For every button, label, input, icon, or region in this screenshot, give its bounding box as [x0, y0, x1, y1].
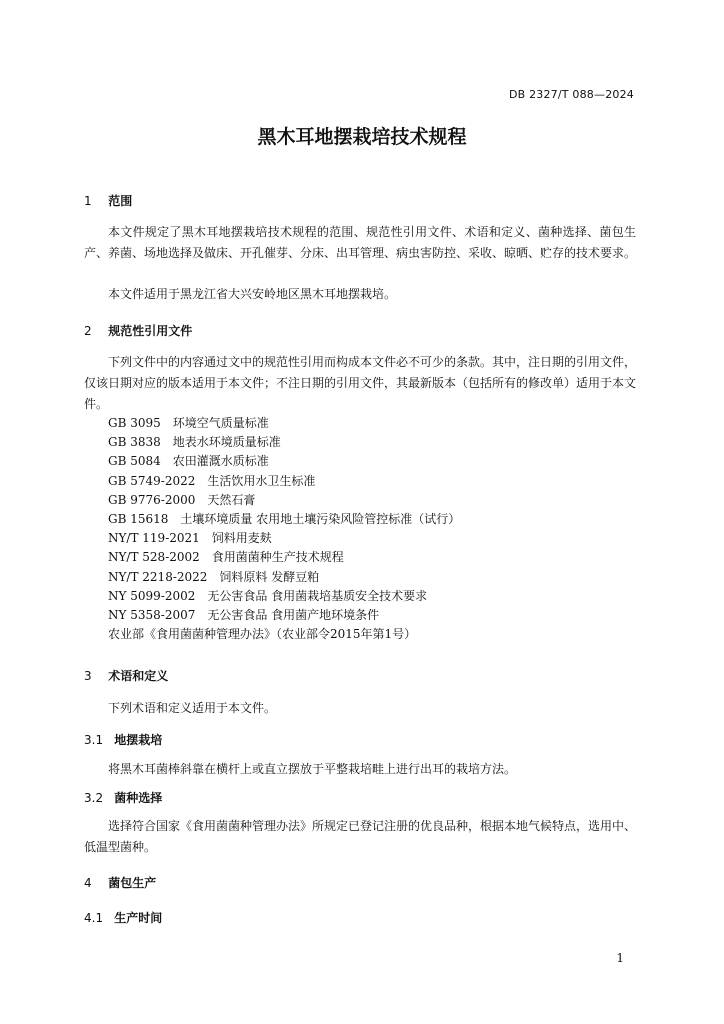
section-number: 2 [84, 324, 92, 338]
section-number: 3.1 [84, 733, 104, 747]
reference-item: GB 9776-2000 天然石膏 [108, 492, 256, 507]
reference-item: GB 15618 土壤环境质量 农用地土壤污染风险管控标准（试行） [108, 512, 461, 527]
term-3-2-definition: 选择符合国家《食用菌菌种管理办法》所规定已登记注册的优良品种，根据本地气候特点，选用中、低温型菌种。 [84, 819, 637, 854]
document-title: 黑木耳地摆栽培技术规程 [257, 126, 467, 148]
reference-item: 农业部《食用菌菌种管理办法》（农业部令2015年第1号） [108, 627, 417, 642]
section-number: 3.2 [84, 791, 104, 805]
page-number: 1 [616, 951, 624, 965]
section-heading-3 [84, 667, 168, 684]
section-heading-2 [84, 322, 192, 339]
section-heading-4-1 [84, 909, 162, 926]
reference-item: GB 5749-2022 生活饮用水卫生标准 [108, 473, 316, 488]
reference-item: NY/T 528-2002 食用菌菌种生产技术规程 [108, 550, 344, 565]
section-title: 术语和定义 [108, 669, 169, 683]
section-heading-3-1 [84, 731, 162, 748]
section-title: 菌种选择 [114, 791, 163, 805]
reference-item: NY/T 2218-2022 饲料原料 发酵豆粕 [108, 569, 320, 584]
references-intro-paragraph: 下列文件中的内容通过文中的规范性引用而构成本文件必不可少的条款。其中，注日期的引用文件，仅该日期对应的版本适用于本文件；不注日期的引用文件，其最新版本（包括所有的修改单）适用于本文件。 [84, 355, 637, 411]
reference-item: GB 3838 地表水环境质量标准 [108, 435, 281, 450]
term-3-1-definition: 将黑木耳菌棒斜靠在横杆上或直立摆放于平整栽培畦上进行出耳的栽培方法。 [108, 762, 517, 776]
section-title: 地摆栽培 [114, 733, 163, 747]
section-title: 规范性引用文件 [108, 324, 193, 338]
section-title: 菌包生产 [108, 876, 157, 890]
document-code: DB 2327/T 088—2024 [508, 88, 634, 101]
terms-intro-paragraph: 下列术语和定义适用于本文件。 [108, 701, 277, 715]
section-number: 3 [84, 669, 92, 683]
section-title: 范围 [108, 194, 133, 208]
reference-item: NY 5358-2007 无公害食品 食用菌产地环境条件 [108, 608, 380, 623]
section-number: 1 [84, 194, 92, 208]
section-heading-4 [84, 874, 156, 891]
section-number: 4.1 [84, 911, 104, 925]
scope-paragraph-1: 本文件规定了黑木耳地摆栽培技术规程的范围、规范性引用文件、术语和定义、菌种选择、菌包生产、养菌、场地选择及做床、开孔催芽、分床、出耳管理、病虫害防控、采收、晾晒、贮存的技术要求。 [84, 225, 637, 260]
section-number: 4 [84, 876, 92, 890]
section-heading-1 [84, 192, 132, 209]
section-heading-3-2 [84, 789, 162, 806]
section-title: 生产时间 [114, 911, 163, 925]
reference-item: NY/T 119-2021 饲料用麦麸 [108, 531, 272, 546]
reference-item: NY 5099-2002 无公害食品 食用菌栽培基质安全技术要求 [108, 588, 428, 603]
reference-list [108, 414, 460, 644]
reference-item: GB 5084 农田灌溉水质标准 [108, 454, 269, 469]
scope-paragraph-2: 本文件适用于黑龙江省大兴安岭地区黑木耳地摆栽培。 [108, 287, 397, 301]
reference-item: GB 3095 环境空气质量标准 [108, 416, 269, 430]
